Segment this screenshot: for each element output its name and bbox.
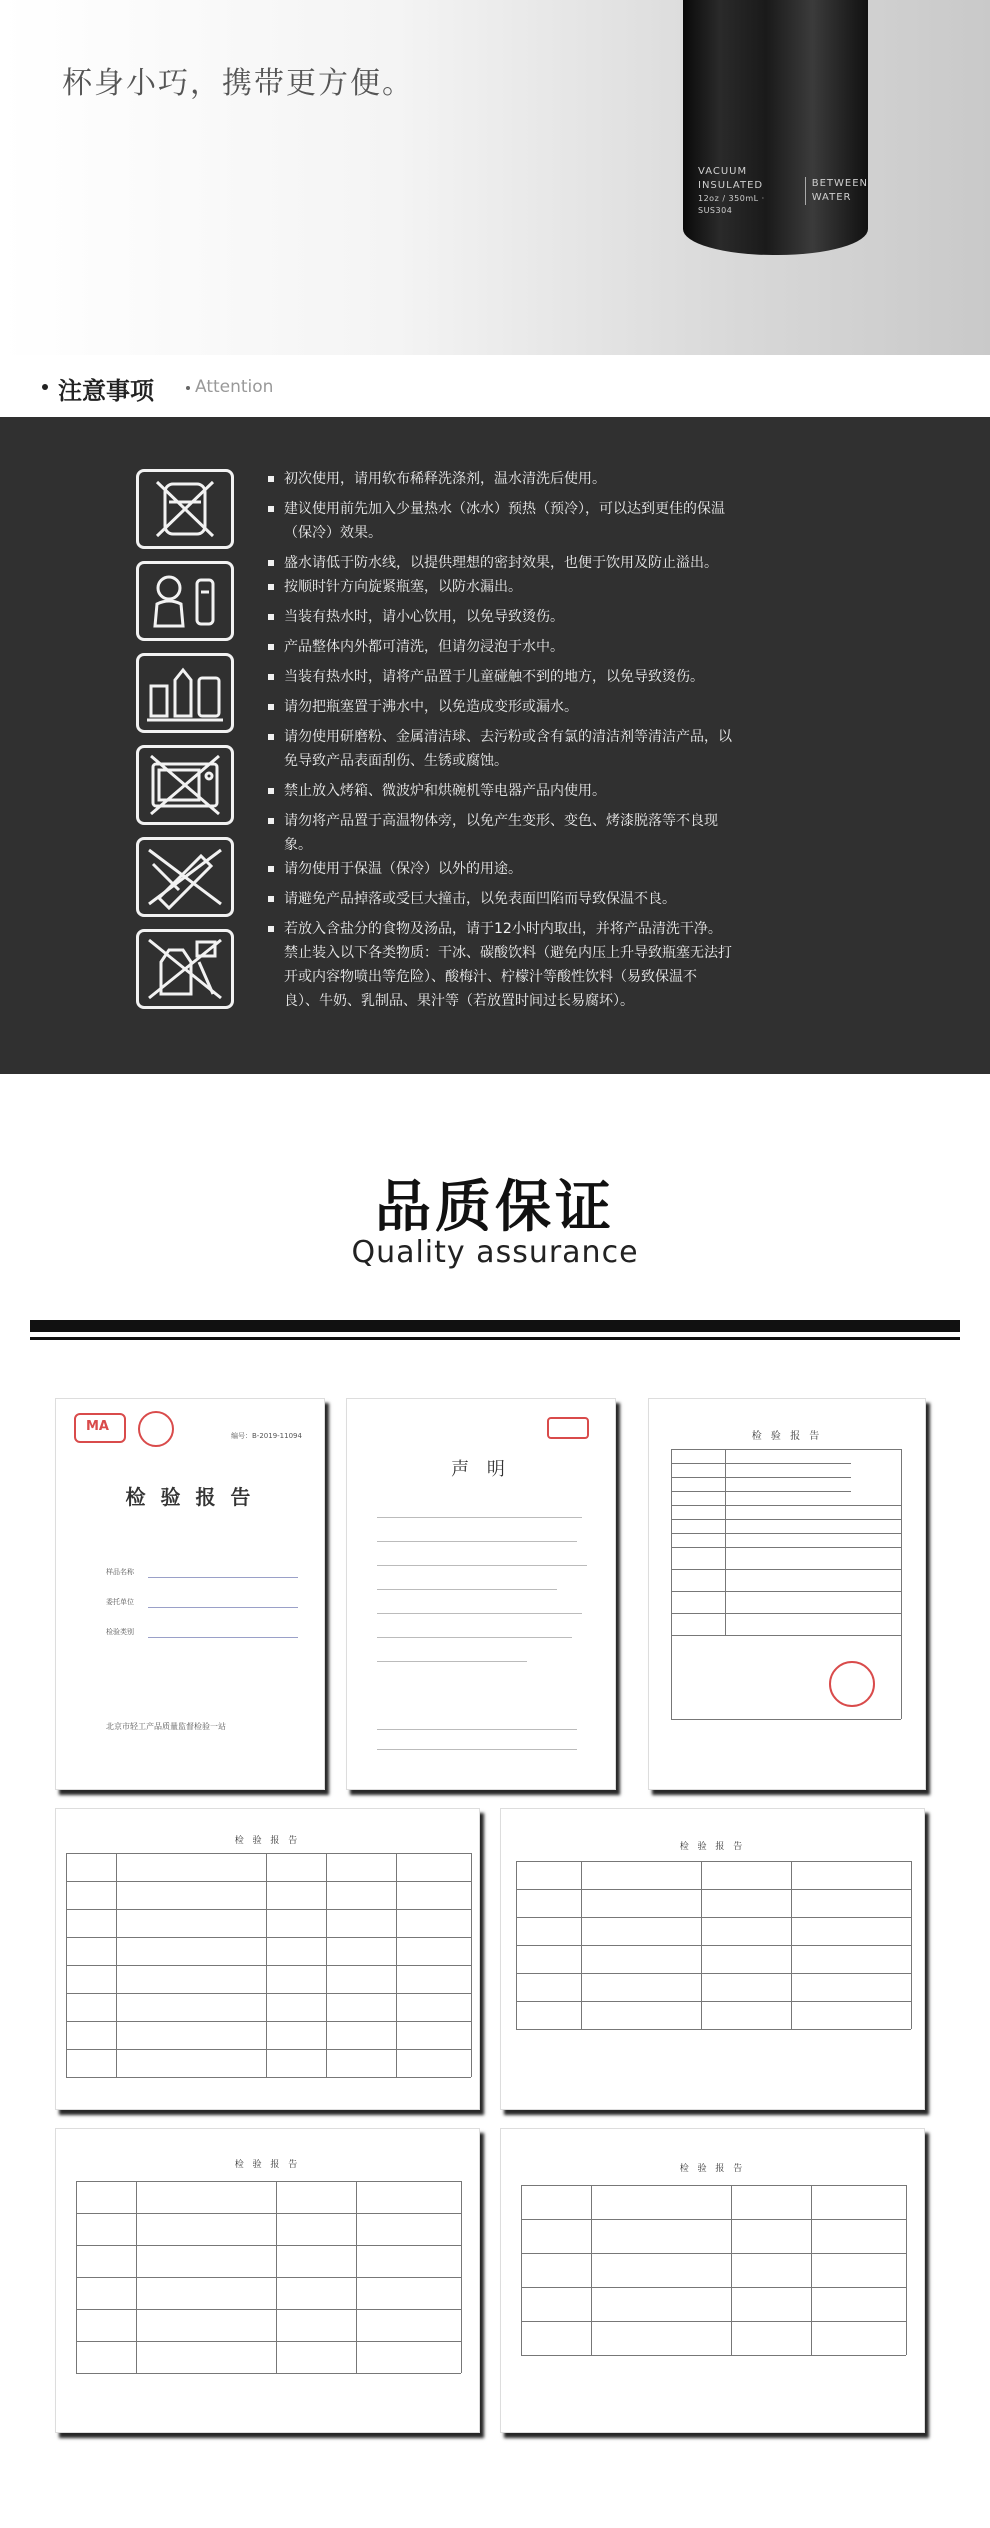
table-line — [521, 2287, 906, 2288]
table-line — [516, 1861, 911, 1862]
no-brush-icon — [136, 469, 234, 549]
note-item: 请勿使用于保温（保冷）以外的用途。 — [268, 857, 788, 881]
report-title: 检 验 报 告 — [751, 1431, 823, 1442]
note-item: 禁止放入烤箱、微波炉和烘碗机等电器产品内使用。 — [268, 779, 788, 803]
statement-line — [377, 1589, 557, 1590]
table-line — [66, 1965, 471, 1966]
report-form-doc — [648, 1398, 926, 1790]
table-line — [66, 1993, 471, 1994]
form-line — [671, 1505, 901, 1506]
bottle-label-divider — [805, 177, 806, 205]
form-line — [671, 1591, 901, 1592]
table-line — [581, 1861, 582, 2029]
form-line — [671, 1719, 901, 1720]
form-line — [671, 1477, 851, 1478]
bottle-label-line2: 12oz / 350mL · SUS304 — [698, 194, 765, 215]
child-safety-icon — [136, 561, 234, 641]
form-line — [671, 1533, 901, 1534]
inspection-stamp — [829, 1661, 875, 1707]
statement-line — [377, 1729, 577, 1730]
attention-header — [0, 355, 990, 417]
table-line — [66, 1853, 67, 2077]
quality-title-cn: 品质保证 — [375, 1175, 615, 1240]
statement-stamp — [547, 1417, 589, 1439]
form-line — [671, 1635, 901, 1636]
table-line — [811, 2185, 812, 2355]
form-line — [671, 1449, 672, 1719]
report-cover-doc — [55, 1398, 325, 1790]
no-sharp-objects-icon — [136, 837, 234, 917]
table-line — [76, 2341, 461, 2342]
table-line — [516, 2001, 911, 2002]
table-line — [516, 1945, 911, 1946]
form-line — [671, 1519, 901, 1520]
no-milk-icon — [136, 929, 234, 1009]
form-line — [671, 1613, 901, 1614]
form-line — [671, 1463, 851, 1464]
table-line — [521, 2219, 906, 2220]
cover-footer: 北京市轻工产品质量监督检验一站 — [106, 1722, 226, 1731]
cover-row-line — [148, 1637, 298, 1638]
bottle-brand-line1: BETWEEN — [811, 178, 868, 189]
statement-line — [377, 1517, 582, 1518]
note-item: 当装有热水时，请小心饮用，以免导致烫伤。 — [268, 605, 788, 629]
table-line — [701, 1861, 702, 2029]
table-line — [66, 1881, 471, 1882]
table-line — [521, 2253, 906, 2254]
table-line — [276, 2181, 277, 2373]
table-line — [791, 1861, 792, 2029]
table-line — [516, 1917, 911, 1918]
report-table-doc — [500, 1808, 925, 2110]
hero-banner — [0, 0, 990, 355]
statement-line — [377, 1565, 587, 1566]
table-line — [731, 2185, 732, 2355]
statement-line — [377, 1661, 527, 1662]
divider-thin — [30, 1337, 960, 1340]
table-line — [521, 2355, 906, 2356]
bottle-label — [698, 165, 868, 217]
table-line — [136, 2181, 137, 2373]
cover-row-line — [148, 1577, 298, 1578]
ma-stamp-text: MA — [86, 1419, 109, 1434]
table-line — [521, 2185, 522, 2355]
statement-line — [377, 1541, 577, 1542]
note-item: 当装有热水时，请将产品置于儿童碰触不到的地方，以免导致烫伤。 — [268, 665, 788, 689]
table-line — [76, 2373, 461, 2374]
table-title: 检 验 报 告 — [234, 2160, 301, 2170]
table-line — [521, 2185, 906, 2186]
statement-line — [377, 1613, 582, 1614]
table-line — [76, 2277, 461, 2278]
statement-line — [377, 1637, 572, 1638]
note-item: 初次使用，请用软布稀释洗涤剂，温水清洗后使用。 — [268, 467, 788, 491]
table-title: 检 验 报 告 — [679, 1842, 746, 1852]
table-line — [266, 1853, 267, 2077]
table-line — [76, 2181, 77, 2373]
table-line — [76, 2181, 461, 2182]
note-item: 请勿将产品置于高温物体旁，以免产生变形、变色、烤漆脱落等不良现 象。 — [268, 809, 788, 857]
table-line — [76, 2309, 461, 2310]
cover-row-label: 样品名称 — [106, 1568, 134, 1576]
cover-row-label: 委托单位 — [106, 1598, 134, 1606]
table-line — [66, 2077, 471, 2078]
table-line — [356, 2181, 357, 2373]
table-line — [66, 1909, 471, 1910]
table-line — [461, 2181, 462, 2373]
report-title: 检 验 报 告 — [125, 1485, 255, 1509]
statement-title: 声 明 — [451, 1459, 511, 1480]
table-line — [906, 2185, 907, 2355]
statement-doc — [346, 1398, 616, 1790]
no-microwave-icon — [136, 745, 234, 825]
table-line — [516, 1973, 911, 1974]
cover-row-label: 检验类别 — [106, 1628, 134, 1636]
attention-panel — [0, 417, 990, 1074]
statement-line — [377, 1749, 577, 1750]
report-table-doc — [500, 2128, 925, 2433]
table-line — [326, 1853, 327, 2077]
table-line — [76, 2245, 461, 2246]
notes-list — [268, 467, 788, 1013]
table-line — [471, 1853, 472, 2077]
form-line — [671, 1547, 901, 1548]
attention-title-en: Attention — [195, 377, 274, 397]
note-item: 盛水请低于防水线，以提供理想的密封效果，也便于饮用及防止溢出。 — [268, 551, 788, 575]
table-line — [911, 1861, 912, 2029]
table-line — [116, 1853, 117, 2077]
note-item: 按顺时针方向旋紧瓶塞，以防水漏出。 — [268, 575, 788, 599]
table-title: 检 验 报 告 — [234, 1836, 301, 1846]
hero-caption: 杯身小巧，携带更方便。 — [62, 66, 414, 101]
bottle-image — [683, 0, 868, 255]
report-table-doc — [55, 2128, 480, 2433]
table-line — [516, 2029, 911, 2030]
quality-title-en: Quality assurance — [351, 1235, 639, 1270]
table-title: 检 验 报 告 — [679, 2164, 746, 2174]
bottle-brand-line2: WATER — [811, 192, 852, 203]
table-line — [516, 1861, 517, 2029]
attention-title-cn: 注意事项 — [58, 377, 154, 405]
table-line — [591, 2185, 592, 2355]
form-line — [671, 1491, 851, 1492]
bullet-dot — [42, 384, 48, 390]
form-line — [671, 1569, 901, 1570]
warning-icons — [136, 469, 236, 1021]
table-line — [66, 2049, 471, 2050]
no-chemicals-icon — [136, 653, 234, 733]
note-item: 建议使用前先加入少量热水（冰水）预热（预冷），可以达到更佳的保温 （保冷）效果。 — [268, 497, 788, 545]
note-item: 请避免产品掉落或受巨大撞击，以免表面凹陷而导致保温不良。 — [268, 887, 788, 911]
table-line — [76, 2213, 461, 2214]
table-line — [516, 1889, 911, 1890]
table-line — [396, 1853, 397, 2077]
form-line — [725, 1449, 726, 1635]
cma-stamp — [138, 1411, 174, 1447]
table-line — [66, 1937, 471, 1938]
form-line — [901, 1449, 902, 1719]
bullet-dot — [186, 386, 190, 390]
table-line — [521, 2321, 906, 2322]
divider-thick — [30, 1320, 960, 1332]
note-item: 请勿使用研磨粉、金属清洁球、去污粉或含有氯的清洁剂等清洁产品，以 免导致产品表面刮伤、生锈或腐蚀。 — [268, 725, 788, 773]
report-table-doc — [55, 1808, 480, 2110]
bottle-label-line1: VACUUM INSULATED — [698, 166, 764, 191]
form-line — [671, 1449, 901, 1450]
table-line — [66, 1853, 471, 1854]
note-item: 请勿把瓶塞置于沸水中，以免造成变形或漏水。 — [268, 695, 788, 719]
cover-row-line — [148, 1607, 298, 1608]
report-number: 编号：B-2019-11094 — [231, 1432, 302, 1440]
note-item: 产品整体内外都可清洗，但请勿浸泡于水中。 — [268, 635, 788, 659]
table-line — [66, 2021, 471, 2022]
note-item: 若放入含盐分的食物及汤品，请于12小时内取出，并将产品清洗干净。 禁止装入以下各类物质：干冰、碳酸饮料（避免内压上升导致瓶塞无法打 开或内容物喷出等危险）、酸梅汁、柠檬汁等酸性饮料（易致保温不 良）、牛奶、乳制品、果汁等（若放置时间过长易腐坏）。 — [268, 917, 788, 1013]
